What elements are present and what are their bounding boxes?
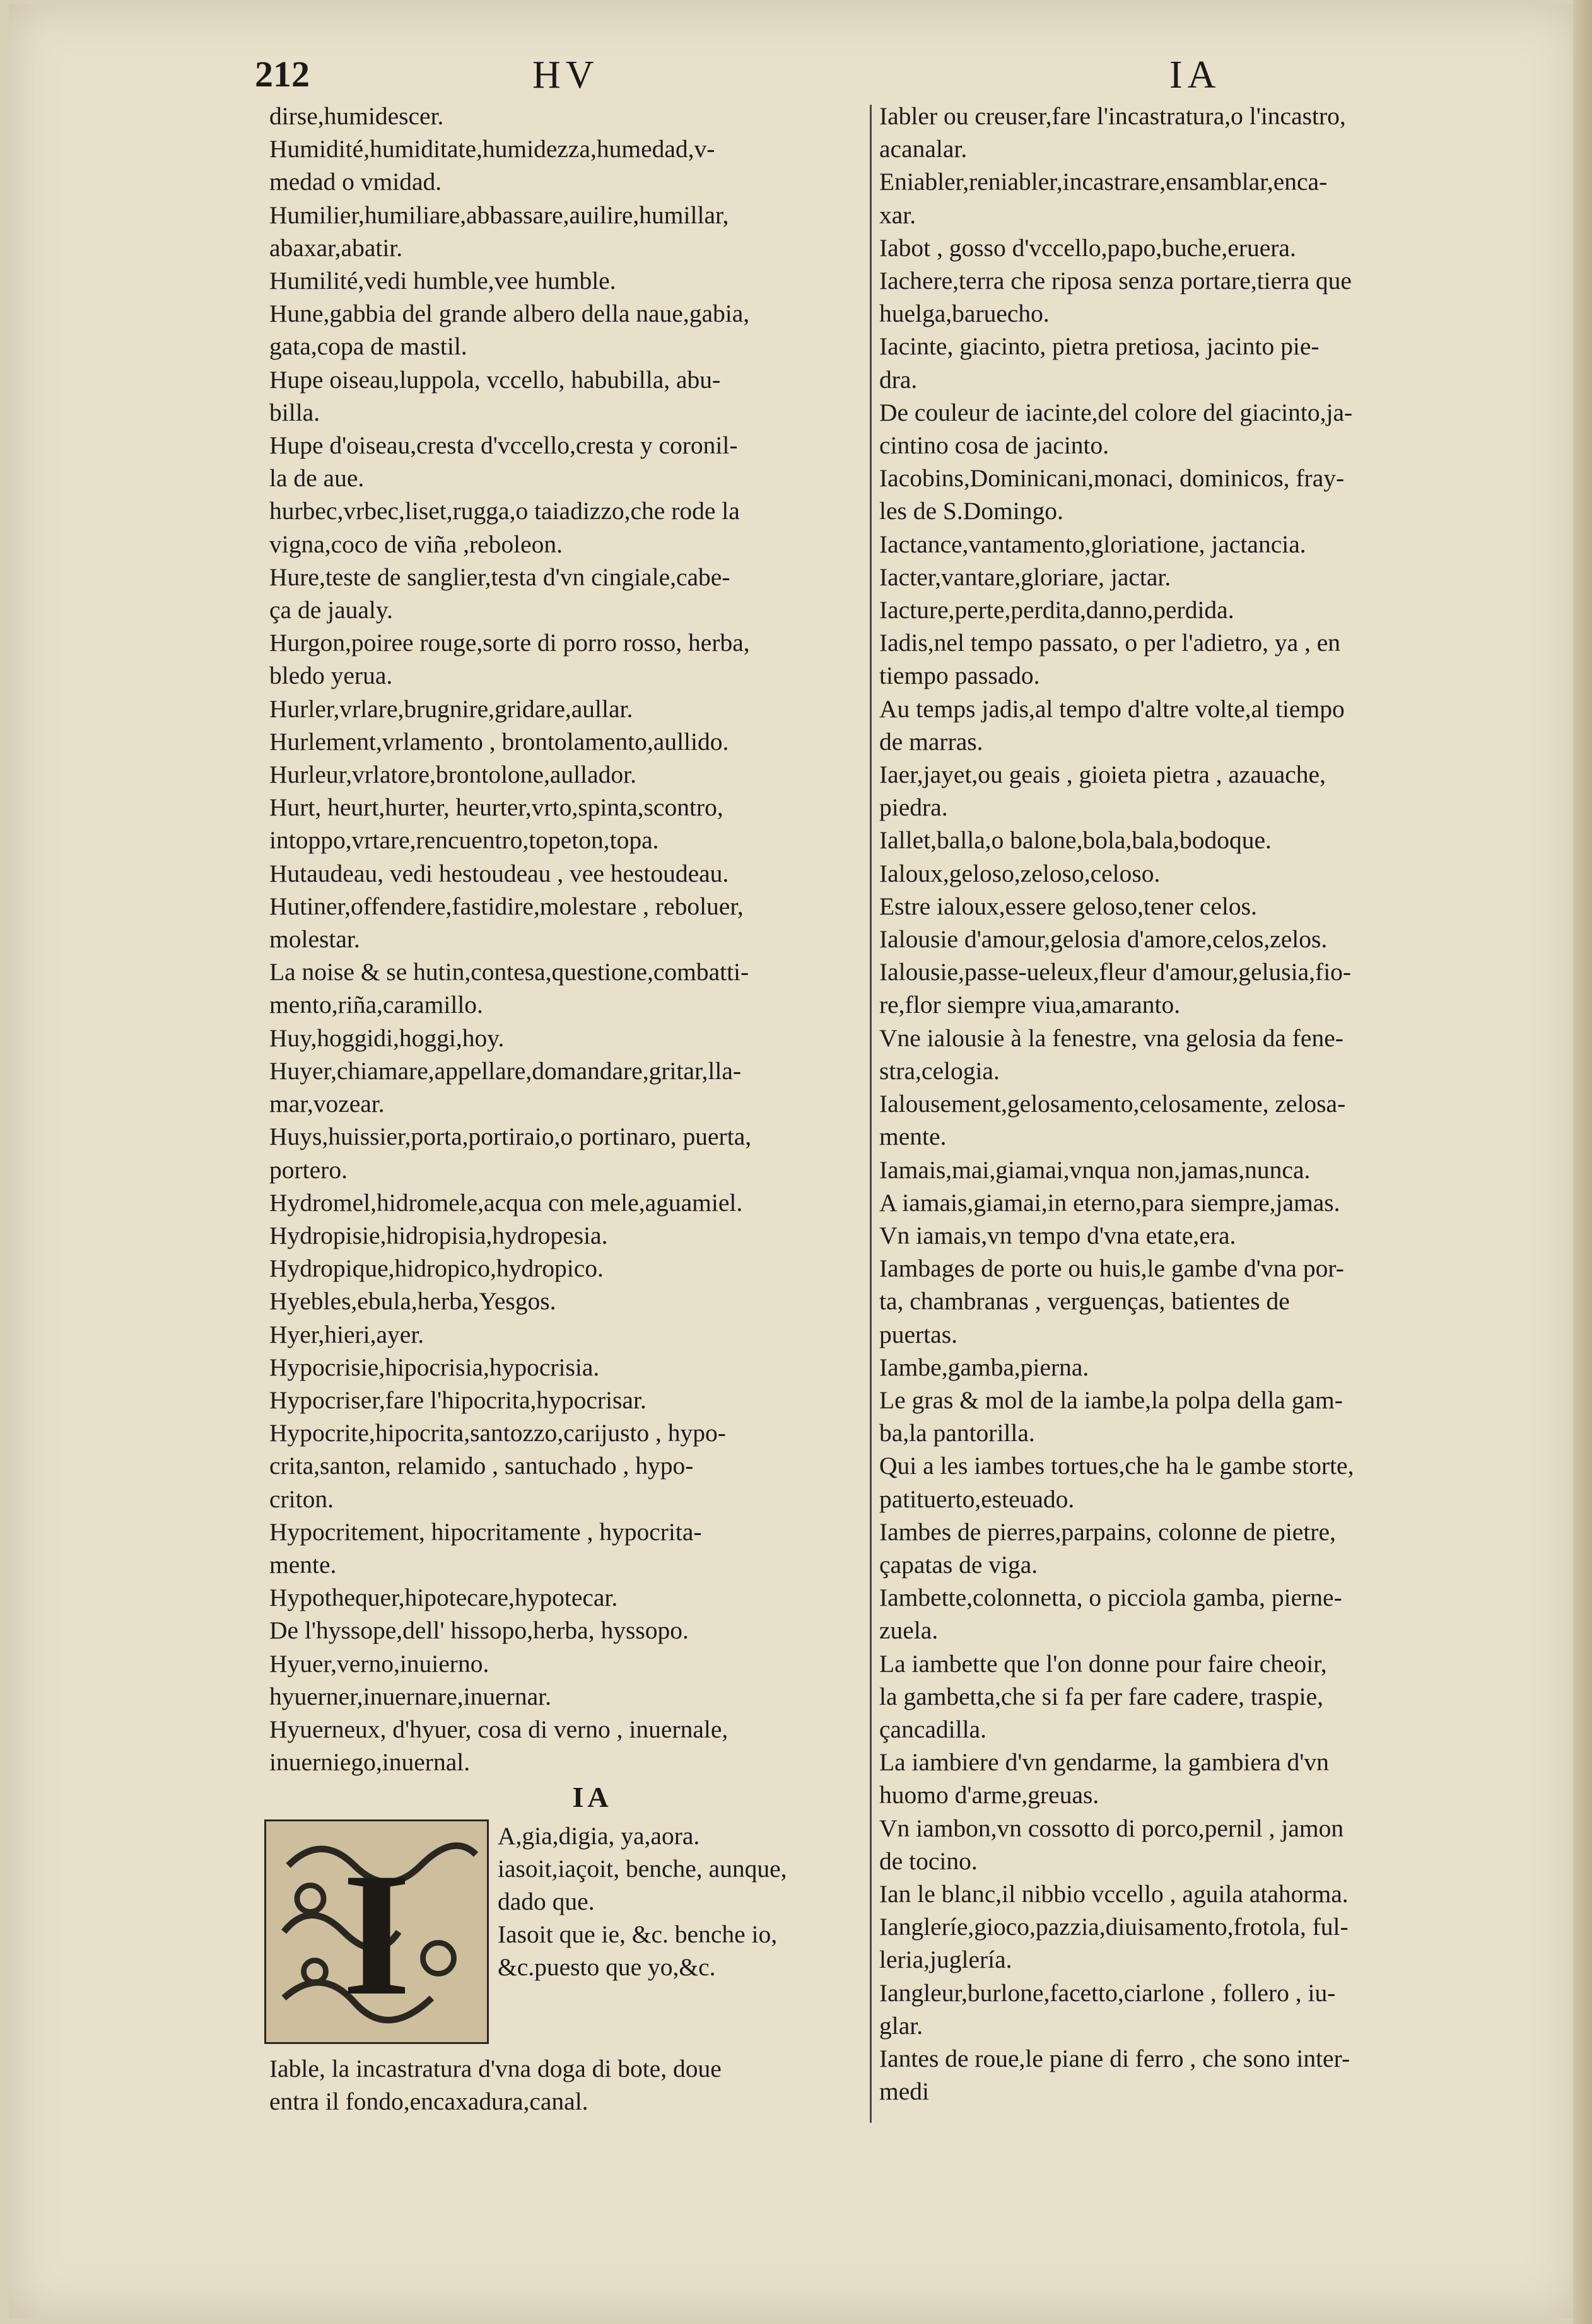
- dictionary-line: Humidité,humiditate,humidezza,humedad,v-: [269, 135, 715, 163]
- dictionary-line: intoppo,vrtare,rencuentro,topeton,topa.: [269, 826, 659, 855]
- dictionary-line: Hupe d'oiseau,cresta d'vccello,cresta y coronil-: [269, 431, 738, 460]
- dictionary-line: Iabler ou creuser,fare l'incastratura,o l'incastro,: [879, 102, 1346, 130]
- dictionary-line: mento,riña,caramillo.: [269, 991, 483, 1019]
- dictionary-line: Hutiner,offendere,fastidire,molestare , reboluer,: [269, 892, 744, 920]
- dictionary-line: Ialoux,geloso,zeloso,celoso.: [879, 859, 1161, 887]
- dictionary-line: ta, chambranas , verguenças, batientes de: [879, 1287, 1290, 1316]
- dictionary-line: Hure,teste de sanglier,testa d'vn cingiale,cabe-: [269, 563, 730, 591]
- page-header: [255, 53, 1504, 103]
- dictionary-line: De couleur de iacinte,del colore del giacinto,ja-: [879, 398, 1353, 426]
- dictionary-line: Hyuer,verno,inuierno.: [269, 1649, 489, 1678]
- dictionary-line: Hurgon,poiree rouge,sorte di porro rosso, herba,: [269, 629, 750, 657]
- dictionary-line: Hydromel,hidromele,acqua con mele,aguamiel.: [269, 1188, 743, 1217]
- dictionary-line: ba,la pantorilla.: [879, 1419, 1035, 1447]
- dictionary-line: Hydropique,hidropico,hydropico.: [269, 1254, 604, 1283]
- dictionary-line: Huyer,chiamare,appellare,domandare,gritar,lla-: [269, 1056, 742, 1085]
- dictionary-line: patituerto,esteuado.: [879, 1485, 1075, 1513]
- dictionary-line: gata,copa de mastil.: [269, 332, 467, 361]
- dictionary-line: Au temps jadis,al tempo d'altre volte,al tiempo: [879, 694, 1345, 723]
- dictionary-line: billa.: [269, 398, 320, 426]
- dictionary-line: Hutaudeau, vedi hestoudeau , vee hestoudeau.: [269, 859, 729, 887]
- dictionary-line: Hypocritement, hipocritamente , hypocrita-: [269, 1517, 702, 1546]
- dictionary-line: leria,juglería.: [879, 1946, 1012, 1974]
- left-tail-entries: [252, 2052, 857, 2118]
- dictionary-line: hyuerner,inuernare,inuernar.: [269, 1682, 551, 1710]
- running-head-right: IA: [1169, 54, 1221, 96]
- dictionary-line: Iable, la incastratura d'vna doga di bote, doue: [269, 2054, 722, 2082]
- dictionary-line: huelga,baruecho.: [879, 300, 1050, 328]
- dictionary-line: La noise & se hutin,contesa,questione,combatti-: [269, 958, 749, 986]
- dictionary-line: Iaer,jayet,ou geais , gioieta pietra , azauache,: [879, 761, 1326, 789]
- dictionary-line: dra.: [879, 365, 918, 394]
- dictionary-line: Iangleríe,gioco,pazzia,diuisamento,frotola, ful-: [879, 1913, 1349, 1941]
- dictionary-line: Hurleur,vrlatore,brontolone,aullador.: [269, 761, 636, 789]
- dictionary-line: La iambette que l'on donne pour faire cheoir,: [879, 1649, 1327, 1678]
- page-number: 212: [255, 54, 310, 95]
- book-page: [9, 4, 1579, 2318]
- left-entries: [252, 100, 857, 1778]
- dictionary-line: Hypothequer,hipotecare,hypotecar.: [269, 1584, 618, 1612]
- dictionary-line: piedra.: [879, 793, 948, 822]
- dictionary-line: Iamais,mai,giamai,vnqua non,jamas,nunca.: [879, 1155, 1311, 1184]
- dictionary-line: Hypocrisie,hipocrisia,hypocrisia.: [269, 1353, 600, 1381]
- ornamental-initial-i: [264, 1819, 489, 2044]
- dictionary-line: Iacture,perte,perdita,danno,perdida.: [879, 596, 1234, 624]
- dictionary-line: de tocino.: [879, 1847, 978, 1875]
- dictionary-line: medi: [879, 2077, 929, 2106]
- dictionary-line: Hyebles,ebula,herba,Yesgos.: [269, 1287, 556, 1316]
- dictionary-line: La iambiere d'vn gendarme, la gambiera d'vn: [879, 1748, 1329, 1777]
- dictionary-line: Hurler,vrlare,brugnire,gridare,aullar.: [269, 694, 633, 723]
- dictionary-line: Vne ialousie à la fenestre, vna gelosia da fene-: [879, 1024, 1343, 1052]
- left-column: [252, 100, 857, 2118]
- dictionary-line: Ian le blanc,il nibbio vccello , aguila atahorma.: [879, 1879, 1349, 1908]
- dictionary-line: Ialousie,passe-ueleux,fleur d'amour,gelusia,fio-: [879, 958, 1352, 986]
- dictionary-line: Qui a les iambes tortues,che ha le gambe storte,: [879, 1452, 1354, 1480]
- dictionary-line: la de aue.: [269, 464, 365, 493]
- dictionary-line: &c.puesto que yo,&c.: [498, 1953, 716, 1982]
- dictionary-line: mente.: [269, 1550, 337, 1579]
- dictionary-line: cintino cosa de jacinto.: [879, 431, 1109, 460]
- dictionary-line: Iactance,vantamento,gloriatione, jactancia.: [879, 530, 1306, 558]
- dictionary-line: Iasoit que ie, &c. benche io,: [498, 1920, 778, 1949]
- right-column: [879, 100, 1485, 2108]
- dictionary-line: mente.: [879, 1123, 947, 1151]
- dictionary-line: stra,celogia.: [879, 1056, 1000, 1085]
- dictionary-line: Hypocriser,fare l'hipocrita,hypocrisar.: [269, 1386, 647, 1414]
- dictionary-line: Iacter,vantare,gloriare, jactar.: [879, 563, 1171, 591]
- dictionary-line: glar.: [879, 2011, 923, 2040]
- dictionary-line: puertas.: [879, 1320, 957, 1348]
- dictionary-line: Eniabler,reniabler,incastrare,ensamblar,enca-: [879, 168, 1328, 196]
- dictionary-line: zuela.: [879, 1616, 939, 1645]
- dictionary-line: Humilité,vedi humble,vee humble.: [269, 267, 616, 295]
- dictionary-line: Vn iambon,vn cossotto di porco,pernil , jamon: [879, 1814, 1344, 1842]
- right-entries: [879, 100, 1485, 2108]
- dictionary-line: Iabot , gosso d'vccello,papo,buche,eruera.: [879, 233, 1296, 262]
- dictionary-line: la gambetta,che si fa per fare cadere, traspie,: [879, 1682, 1323, 1710]
- dictionary-line: hurbec,vrbec,liset,rugga,o taiadizzo,che rode la: [269, 497, 740, 525]
- column-rule: [870, 105, 872, 2123]
- dictionary-line: De l'hyssope,dell' hissopo,herba, hyssopo.: [269, 1616, 689, 1645]
- dictionary-line: Hyer,hieri,ayer.: [269, 1320, 424, 1348]
- dictionary-line: Iangleur,burlone,facetto,ciarlone , follero , iu-: [879, 1978, 1336, 2007]
- dictionary-line: criton.: [269, 1485, 334, 1513]
- dictionary-line: Estre ialoux,essere geloso,tener celos.: [879, 892, 1257, 920]
- dictionary-line: inuerniego,inuernal.: [269, 1748, 471, 1777]
- dictionary-line: Hupe oiseau,luppola, vccello, habubilla, abu-: [269, 365, 721, 394]
- dictionary-line: vigna,coco de viña ,reboleon.: [269, 530, 563, 558]
- initial-block: [252, 1819, 857, 2050]
- dictionary-line: Vn iamais,vn tempo d'vna etate,era.: [879, 1221, 1236, 1249]
- dictionary-line: Iambages de porte ou huis,le gambe d'vna por-: [879, 1254, 1344, 1283]
- dictionary-line: Iachere,terra che riposa senza portare,tierra que: [879, 267, 1352, 295]
- dictionary-line: Iantes de roue,le piane di ferro , che sono inter-: [879, 2044, 1350, 2072]
- dictionary-line: Hune,gabbia del grande albero della naue,gabia,: [269, 300, 750, 328]
- dictionary-line: Iambe,gamba,pierna.: [879, 1353, 1089, 1381]
- dictionary-line: huomo d'arme,greuas.: [879, 1781, 1099, 1809]
- dictionary-line: Hydropisie,hidropisia,hydropesia.: [269, 1221, 608, 1249]
- page-edge: [1573, 0, 1592, 2324]
- dictionary-line: portero.: [269, 1155, 348, 1184]
- dictionary-line: mar,vozear.: [269, 1090, 385, 1118]
- dictionary-line: Humilier,humiliare,abbassare,auilire,humillar,: [269, 201, 729, 229]
- dictionary-line: Iadis,nel tempo passato, o per l'adietro, ya , en: [879, 629, 1341, 657]
- dictionary-line: A,gia,digia, ya,aora.: [498, 1821, 700, 1850]
- dictionary-line: A iamais,giamai,in eterno,para siempre,jamas.: [879, 1188, 1340, 1217]
- dictionary-line: Le gras & mol de la iambe,la polpa della gam-: [879, 1386, 1343, 1414]
- dictionary-line: iasoit,iaçoit, benche, aunque,: [498, 1854, 787, 1883]
- running-head-left: HV: [532, 54, 599, 96]
- dictionary-line: Hyuerneux, d'hyuer, cosa di verno , inuernale,: [269, 1715, 729, 1743]
- dictionary-line: Huy,hoggidi,hoggi,hoy.: [269, 1024, 505, 1052]
- dropcap-letter: I: [342, 1835, 411, 2032]
- dictionary-line: dirse,humidescer.: [269, 102, 444, 130]
- initial-lines: [498, 1819, 876, 1984]
- dictionary-line: Hurlement,vrlamento , brontolamento,aullido.: [269, 727, 729, 756]
- dictionary-line: de marras.: [879, 727, 983, 756]
- dictionary-line: medad o vmidad.: [269, 168, 442, 196]
- dictionary-line: ça de jaualy.: [269, 596, 393, 624]
- dictionary-line: entra il fondo,encaxadura,canal.: [269, 2087, 588, 2115]
- dictionary-line: Iambette,colonnetta, o picciola gamba, pierne-: [879, 1584, 1342, 1612]
- dictionary-line: Ialousie d'amour,gelosia d'amore,celos,zelos.: [879, 925, 1328, 954]
- dictionary-line: tiempo passado.: [879, 662, 1040, 690]
- section-heading-ia: IA: [572, 1781, 612, 1814]
- dictionary-line: Ialousement,gelosamento,celosamente, zelosa-: [879, 1090, 1346, 1118]
- dictionary-line: çapatas de viga.: [879, 1550, 1038, 1579]
- dictionary-line: abaxar,abatir.: [269, 233, 403, 262]
- dictionary-line: bledo yerua.: [269, 662, 393, 690]
- dictionary-line: molestar.: [269, 925, 360, 954]
- dictionary-line: acanalar.: [879, 135, 968, 163]
- dictionary-line: Huys,huissier,porta,portiraio,o portinaro, puerta,: [269, 1123, 752, 1151]
- dictionary-line: Iambes de pierres,parpains, colonne de pietre,: [879, 1517, 1336, 1546]
- dictionary-line: Iacinte, giacinto, pietra pretiosa, jacinto pie-: [879, 332, 1320, 361]
- dictionary-line: crita,santon, relamido , santuchado , hypo-: [269, 1452, 694, 1480]
- dictionary-line: çancadilla.: [879, 1715, 986, 1743]
- dictionary-line: Hypocrite,hipocrita,santozzo,carijusto , hypo-: [269, 1419, 726, 1447]
- dictionary-line: re,flor siempre viua,amaranto.: [879, 991, 1181, 1019]
- dictionary-line: Iallet,balla,o balone,bola,bala,bodoque.: [879, 826, 1272, 855]
- dictionary-line: xar.: [879, 201, 916, 229]
- dictionary-line: les de S.Domingo.: [879, 497, 1063, 525]
- ornamental-initial-icon: [266, 1821, 487, 2042]
- dictionary-line: Hurt, heurt,hurter, heurter,vrto,spinta,scontro,: [269, 793, 723, 822]
- dictionary-line: Iacobins,Dominicani,monaci, dominicos, fray-: [879, 464, 1345, 493]
- dictionary-line: dado que.: [498, 1887, 595, 1915]
